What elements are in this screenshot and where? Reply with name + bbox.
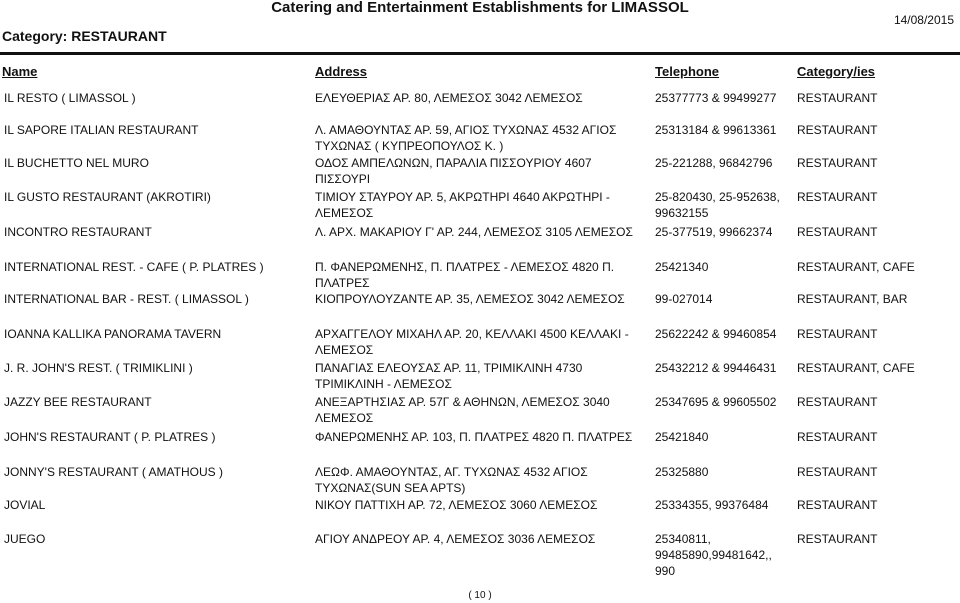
establishment-address: ΚΙΟΠΡΟΥΛΟΥΖΑΝΤΕ ΑΡ. 35, ΛΕΜΕΣΟΣ 3042 ΛΕΜΕΣΟΣ (315, 292, 625, 306)
establishment-category: RESTAURANT (797, 498, 878, 512)
establishment-name: JOHN'S RESTAURANT ( P. PLATRES ) (4, 430, 216, 444)
establishment-address: ΝΙΚΟΥ ΠΑΤΤΙΧΗ ΑΡ. 72, ΛΕΜΕΣΟΣ 3060 ΛΕΜΕΣΟΣ (315, 498, 598, 512)
establishment-telephone: 25-377519, 99662374 (655, 225, 773, 239)
establishment-telephone: 25-221288, 96842796 (655, 156, 773, 170)
establishment-address: Λ. ΑΜΑΘΟΥΝΤΑΣ ΑΡ. 59, ΑΓΙΟΣ ΤΥΧΩΝΑΣ 4532 ΑΓΙΟΣ ΤΥΧΩΝΑΣ ( ΚΥΠΡΕΟΠΟΥΛΟΣ Κ. ) (315, 123, 617, 153)
establishment-name: JUEGO (4, 532, 46, 546)
establishment-address: ΠΑΝΑΓΙΑΣ ΕΛΕΟΥΣΑΣ ΑΡ. 11, ΤΡΙΜΙΚΛΙΝΗ 4730 ΤΡΙΜΙΚΛΙΝΗ - ΛΕΜΕΣΟΣ (315, 361, 583, 391)
establishment-telephone: 25325880 (655, 465, 709, 479)
establishment-category: RESTAURANT, CAFE (797, 361, 915, 375)
establishment-telephone: 25313184 & 99613361 (655, 123, 777, 137)
establishment-address: ΕΛΕΥΘΕΡΙΑΣ ΑΡ. 80, ΛΕΜΕΣΟΣ 3042 ΛΕΜΕΣΟΣ (315, 91, 583, 105)
establishment-name: IL GUSTO RESTAURANT (AKROTIRI) (4, 190, 211, 204)
establishment-category: RESTAURANT (797, 430, 878, 444)
establishment-address: ΑΡΧΑΓΓΕΛΟΥ ΜΙΧΑΗΛ ΑΡ. 20, ΚΕΛΛΑΚΙ 4500 ΚΕΛΛΑΚΙ - ΛΕΜΕΣΟΣ (315, 327, 629, 357)
column-header-category: Category/ies (797, 64, 876, 79)
report-date: 14/08/2015 (893, 13, 954, 27)
establishment-name: JONNY'S RESTAURANT ( AMATHOUS ) (4, 465, 223, 479)
column-header-name: Name (2, 64, 38, 79)
establishment-category: RESTAURANT (797, 156, 878, 170)
establishment-address: ΟΔΟΣ ΑΜΠΕΛΩΝΩΝ, ΠΑΡΑΛΙΑ ΠΙΣΣΟΥΡΙΟΥ 4607 ΠΙΣΣΟΥΡΙ (315, 156, 592, 186)
header-divider (0, 52, 960, 55)
establishment-name: J. R. JOHN'S REST. ( TRIMIKLINI ) (4, 361, 193, 375)
establishment-telephone: 25-820430, 25-952638, 99632155 (655, 190, 780, 220)
column-header-telephone: Telephone (655, 64, 720, 79)
establishment-name: JOVIAL (4, 498, 46, 512)
establishment-name: INCONTRO RESTAURANT (4, 225, 152, 239)
establishment-category: RESTAURANT (797, 327, 878, 341)
establishment-telephone: 25421340 (655, 260, 709, 274)
establishment-address: ΛΕΩΦ. ΑΜΑΘΟΥΝΤΑΣ, ΑΓ. ΤΥΧΩΝΑΣ 4532 ΑΓΙΟΣ ΤΥΧΩΝΑΣ(SUN SEA APTS) (315, 465, 588, 495)
establishment-address: Λ. ΑΡΧ. ΜΑΚΑΡΙΟΥ Γ' ΑΡ. 244, ΛΕΜΕΣΟΣ 3105 ΛΕΜΕΣΟΣ (315, 225, 633, 239)
establishment-telephone: 25334355, 99376484 (655, 498, 769, 512)
establishment-name: INTERNATIONAL REST. - CAFE ( P. PLATRES ) (4, 260, 264, 274)
establishment-address: ΤΙΜΙΟΥ ΣΤΑΥΡΟΥ ΑΡ. 5, ΑΚΡΩΤΗΡΙ 4640 ΑΚΡΩΤΗΡΙ - ΛΕΜΕΣΟΣ (315, 190, 610, 220)
page-number: ( 10 ) (468, 590, 492, 601)
establishment-address: Π. ΦΑΝΕΡΩΜΕΝΗΣ, Π. ΠΛΑΤΡΕΣ - ΛΕΜΕΣΟΣ 4820 Π. ΠΛΑΤΡΕΣ (315, 260, 615, 290)
establishment-telephone: 25347695 & 99605502 (655, 395, 777, 409)
establishment-address: ΑΝΕΞΑΡΤΗΣΙΑΣ ΑΡ. 57Γ & ΑΘΗΝΩΝ, ΛΕΜΕΣΟΣ 3040 ΛΕΜΕΣΟΣ (315, 395, 610, 425)
establishment-telephone: 25421840 (655, 430, 709, 444)
establishment-telephone: 25622242 & 99460854 (655, 327, 777, 341)
establishment-address: ΑΓΙΟΥ ΑΝΔΡΕΟΥ ΑΡ. 4, ΛΕΜΕΣΟΣ 3036 ΛΕΜΕΣΟΣ (315, 532, 596, 546)
establishment-name: IL SAPORE ITALIAN RESTAURANT (4, 123, 199, 137)
establishment-category: RESTAURANT (797, 225, 878, 239)
establishment-name: IL BUCHETTO NEL MURO (4, 156, 149, 170)
document-title: Catering and Entertainment Establishments for LIMASSOL (271, 0, 689, 16)
establishment-name: INTERNATIONAL BAR - REST. ( LIMASSOL ) (4, 292, 249, 306)
establishment-telephone: 99-027014 (655, 292, 713, 306)
establishment-category: RESTAURANT (797, 395, 878, 409)
establishment-category: RESTAURANT (797, 91, 878, 105)
establishment-name: IOANNA KALLIKA PANORAMA TAVERN (4, 327, 222, 341)
category-heading: Category: RESTAURANT (2, 28, 167, 44)
establishment-name: IL RESTO ( LIMASSOL ) (4, 91, 136, 105)
establishment-address: ΦΑΝΕΡΩΜΕΝΗΣ ΑΡ. 103, Π. ΠΛΑΤΡΕΣ 4820 Π. ΠΛΑΤΡΕΣ (315, 430, 633, 444)
establishment-category: RESTAURANT, CAFE (797, 260, 915, 274)
establishment-telephone: 25432212 & 99446431 (655, 361, 777, 375)
column-header-address: Address (315, 64, 368, 79)
establishment-telephone: 25377773 & 99499277 (655, 91, 777, 105)
establishment-category: RESTAURANT, BAR (797, 292, 908, 306)
establishment-category: RESTAURANT (797, 190, 878, 204)
establishment-category: RESTAURANT (797, 123, 878, 137)
establishment-name: JAZZY BEE RESTAURANT (4, 395, 152, 409)
establishment-category: RESTAURANT (797, 465, 878, 479)
establishment-category: RESTAURANT (797, 532, 878, 546)
establishment-telephone: 25340811, 99485890,99481642,, 990 (655, 532, 772, 578)
